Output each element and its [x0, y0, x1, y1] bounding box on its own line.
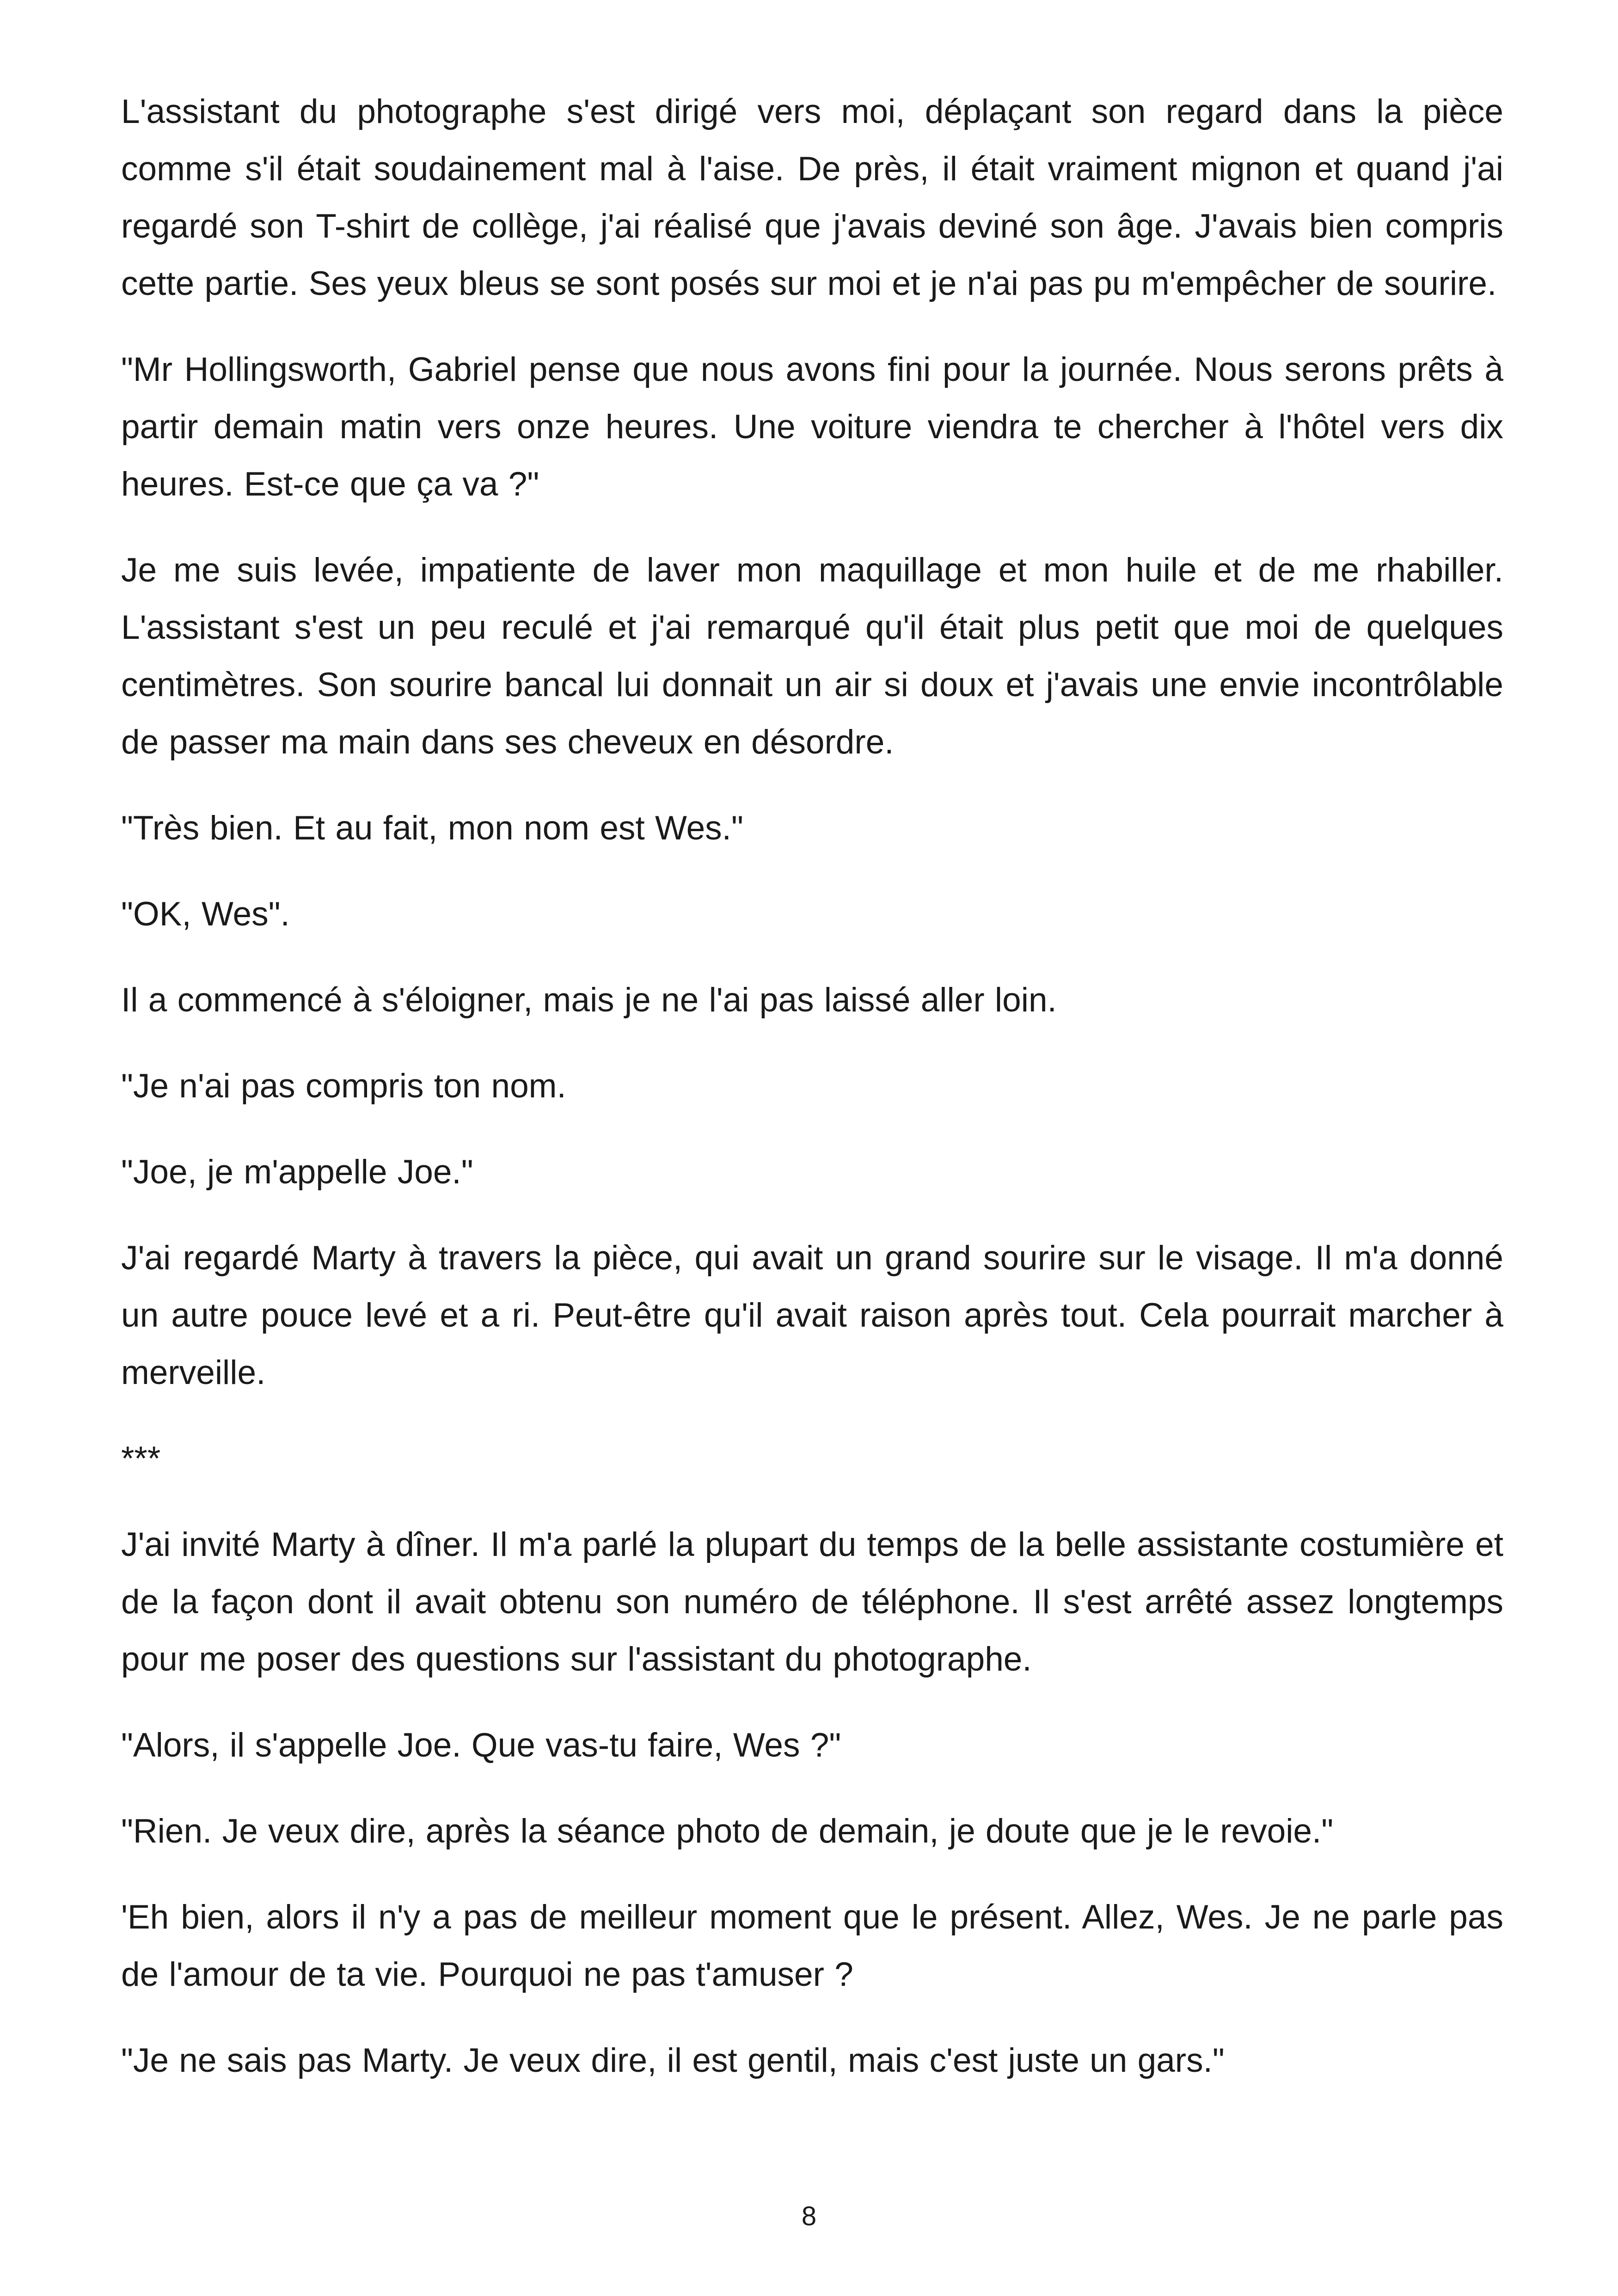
- document-body: [121, 83, 1503, 2118]
- paragraph: "Je ne sais pas Marty. Je veux dire, il est gentil, mais c'est juste un gars.": [121, 2042, 1225, 2079]
- paragraph: "Alors, il s'appelle Joe. Que vas-tu faire, Wes ?": [121, 1727, 841, 1764]
- paragraph: "Mr Hollingsworth, Gabriel pense que nous avons fini pour la journée. Nous serons prêts à partir demain matin vers onze heures. Une voiture viendra te chercher à l'hôtel vers dix heures. Est-ce que ça va ?": [121, 351, 1503, 503]
- page-number: 8: [801, 2201, 817, 2231]
- paragraph: Il a commencé à s'éloigner, mais je ne l'ai pas laissé aller loin.: [121, 981, 1057, 1019]
- paragraph: Je me suis levée, impatiente de laver mon maquillage et mon huile et de me rhabiller. L'assistant s'est un peu reculé et j'ai remarqué qu'il était plus petit que moi de quelques centimètres. Son sourire bancal lui donnait un air si doux et j'avais une envie incontrôlable de passer ma main dans ses cheveux en désordre.: [121, 551, 1503, 761]
- paragraph: "Rien. Je veux dire, après la séance photo de demain, je doute que je le revoie.": [121, 1812, 1334, 1850]
- paragraph: L'assistant du photographe s'est dirigé vers moi, déplaçant son regard dans la pièce comme s'il était soudainement mal à l'aise. De près, il était vraiment mignon et quand j'ai regardé son T-shirt de collège, j'ai réalisé que j'avais deviné son âge. J'avais bien compris cette partie. Ses yeux bleus se sont posés sur moi et je n'ai pas pu m'empêcher de sourire.: [121, 93, 1503, 302]
- paragraph: J'ai regardé Marty à travers la pièce, qui avait un grand sourire sur le visage. Il m'a donné un autre pouce levé et a ri. Peut-être qu'il avait raison après tout. Cela pourrait marcher à merveille.: [121, 1239, 1503, 1391]
- paragraph: 'Eh bien, alors il n'y a pas de meilleur moment que le présent. Allez, Wes. Je ne parle pas de l'amour de ta vie. Pourquoi ne pas t'amuser ?: [121, 1898, 1503, 1993]
- paragraph: "Joe, je m'appelle Joe.": [121, 1153, 473, 1191]
- paragraph: "OK, Wes".: [121, 895, 290, 933]
- paragraph: J'ai invité Marty à dîner. Il m'a parlé la plupart du temps de la belle assistante costumière et de la façon dont il avait obtenu son numéro de téléphone. Il s'est arrêté assez longtemps pour me poser des questions sur l'assistant du photographe.: [121, 1526, 1503, 1678]
- paragraph: "Je n'ai pas compris ton nom.: [121, 1067, 566, 1105]
- paragraph: "Très bien. Et au fait, mon nom est Wes.": [121, 809, 743, 847]
- scene-break: ***: [121, 1440, 161, 1477]
